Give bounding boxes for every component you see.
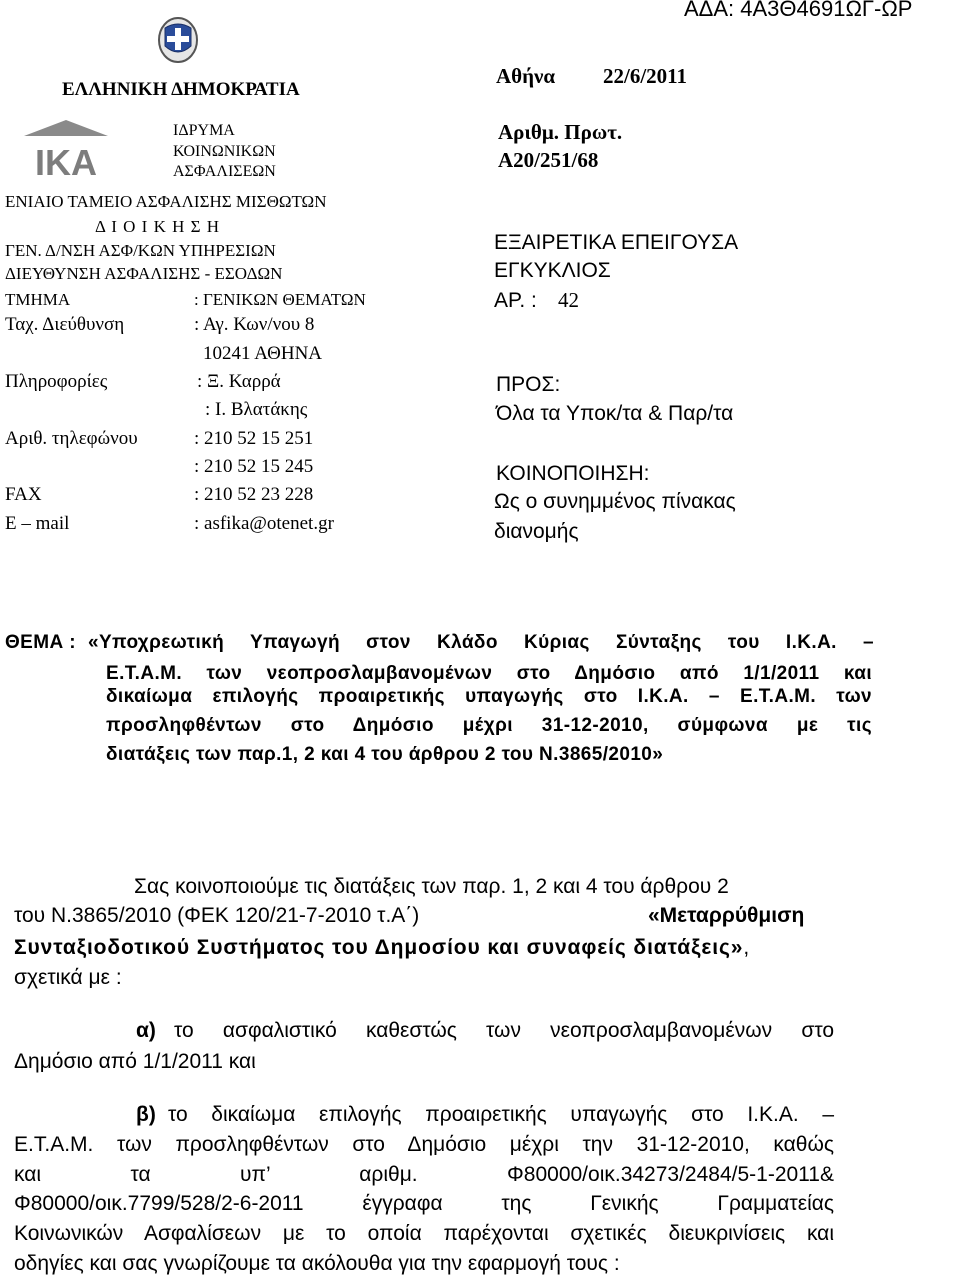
cc-value-line-1: Ως ο συνημμένος πίνακας [494,490,736,513]
body-p1-line-3-bold: Συνταξιοδοτικού Συστήματος του Δημοσίου και συναφείς διατάξεις» [14,936,744,959]
cc-label: ΚΟΙΝΟΠΟΙΗΣΗ: [496,462,650,485]
info-contact-1: : Ξ. Καρρά [197,371,281,392]
administration: Δ Ι Ο Ι Κ Η Σ Η [95,217,221,236]
subject-line-2: Ε.Τ.Α.Μ. των νεοπροσλαμβανομένων στο Δημόσιο από 1/1/2011 και [106,663,872,684]
address-city: 10241 ΑΘΗΝΑ [203,343,323,364]
item-b-line-1: το δικαίωμα επιλογής προαιρετικής υπαγωγής στο Ι.Κ.Α. – [168,1103,834,1126]
protocol-label: Αριθμ. Πρωτ. [498,120,623,144]
subject-label: ΘΕΜΑ : [5,632,77,653]
email-value: : asfika@otenet.gr [194,513,334,534]
phone-2: : 210 52 15 245 [194,456,314,477]
greek-coat-of-arms-icon [157,16,199,69]
fax-label: FAX [5,484,42,505]
body-p1-line-4: σχετικά με : [14,966,122,989]
body-p1-line-3 [14,936,749,960]
cc-value-line-2: διανομής [494,520,579,543]
item-b-line-4: Φ80000/οικ.7799/528/2-6-2011 έγγραφα της Γενικής Γραμματείας [14,1192,834,1215]
body-p1-line-2 [14,904,419,928]
item-b-line-3: και τα υπ’ αριθμ. Φ80000/οικ.34273/2484/5-1-2011& [14,1163,834,1186]
recipients-label: ΠΡΟΣ: [496,373,561,396]
institute-line-2: ΚΟΙΝΩΝΙΚΩΝ [173,143,276,160]
fund-name: ΕΝΙΑΙΟ ΤΑΜΕΙΟ ΑΣΦΑΛΙΣΗΣ ΜΙΣΘΩΤΩΝ [5,192,327,211]
subject-line-1: «Υποχρεωτική Υπαγωγή στον Κλάδο Κύριας Σύνταξης του Ι.Κ.Α. – [88,632,874,653]
fax-value: : 210 52 23 228 [194,484,314,505]
body-p1-line-2-bold: «Μεταρρύθμιση [648,904,805,927]
department-label: ΤΜΗΜΑ [5,290,71,309]
recipients-value: Όλα τα Υποκ/τα & Παρ/τα [496,402,734,425]
subject-line-5: διατάξεις των παρ.1, 2 και 4 του άρθρου 2 του Ν.3865/2010» [106,744,664,765]
ada-code: ΑΔΑ: 4Α3Θ4691ΩΓ-ΩΡ [684,0,913,21]
body-p1-line-2-plain: του Ν.3865/2010 (ΦΕΚ 120/21-7-2010 τ.Α΄) [14,904,420,927]
address-label: Ταχ. Διεύθυνση [5,314,125,335]
urgent-label: ΕΞΑΙΡΕΤΙΚΑ ΕΠΕΙΓΟΥΣΑ [494,231,739,254]
item-b-line-2: Ε.Τ.Α.Μ. των προσληφθέντων στο Δημόσιο μέχρι την 31-12-2010, καθώς [14,1133,834,1156]
circular-number: 42 [558,288,579,312]
email-label: E – mail [5,513,70,534]
department-value: : ΓΕΝΙΚΩΝ ΘΕΜΑΤΩΝ [194,290,366,309]
body-p1-line-1: Σας κοινοποιούμε τις διατάξεις των παρ. 1, 2 και 4 του άρθρου 2 [134,875,729,898]
item-a-line-2: Δημόσιο από 1/1/2011 και [14,1050,256,1073]
general-directorate: ΓΕΝ. Δ/ΝΣΗ ΑΣΦ/ΚΩΝ ΥΠΗΡΕΣΙΩΝ [5,241,276,260]
date-value: 22/6/2011 [603,64,688,88]
institute-line-3: ΑΣΦΑΛΙΣΕΩΝ [173,163,276,180]
item-b-line-5: Κοινωνικών Ασφαλίσεων με το οποία παρέχονται σχετικές διευκρινίσεις και [14,1222,834,1245]
phone-label: Αριθ. τηλεφώνου [5,428,138,449]
ika-logo-text: IKA [35,142,97,180]
republic-title: ΕΛΛΗΝΙΚΗ ΔΗΜΟΚΡΑΤΙΑ [62,79,300,100]
item-a-marker: α) [136,1019,156,1042]
circular-label: ΕΓΚΥΚΛΙΟΣ [494,259,611,282]
address-value: : Αγ. Κων/νου 8 [194,314,315,335]
circular-number-label: ΑΡ. : [494,289,537,312]
item-b-marker: β) [136,1103,156,1126]
phone-1: : 210 52 15 251 [194,428,314,449]
subject-line-4: προσληφθέντων στο Δημόσιο μέχρι 31-12-2010, σύμφωνα με τις [106,715,872,736]
info-contact-2: : Ι. Βλατάκης [205,399,308,420]
info-label: Πληροφορίες [5,371,108,392]
body-p1-line-3-comma: , [743,936,750,959]
date-place: Αθήνα [496,64,556,88]
directorate: ΔΙΕΥΘΥΝΣΗ ΑΣΦΑΛΙΣΗΣ - ΕΣΟΔΩΝ [5,264,283,283]
item-b-line-6: οδηγίες και σας γνωρίζουμε τα ακόλουθα για την εφαρμογή τους : [14,1252,620,1275]
item-a-line-1: το ασφαλιστικό καθεστώς των νεοπροσλαμβανομένων στο [174,1019,834,1042]
subject-line-3: δικαίωμα επιλογής προαιρετικής υπαγωγής στο Ι.Κ.Α. – Ε.Τ.Α.Μ. των [106,686,872,707]
ika-logo [22,118,110,185]
institute-line-1: ΙΔΡΥΜΑ [173,122,235,139]
protocol-number: Α20/251/68 [498,148,599,172]
